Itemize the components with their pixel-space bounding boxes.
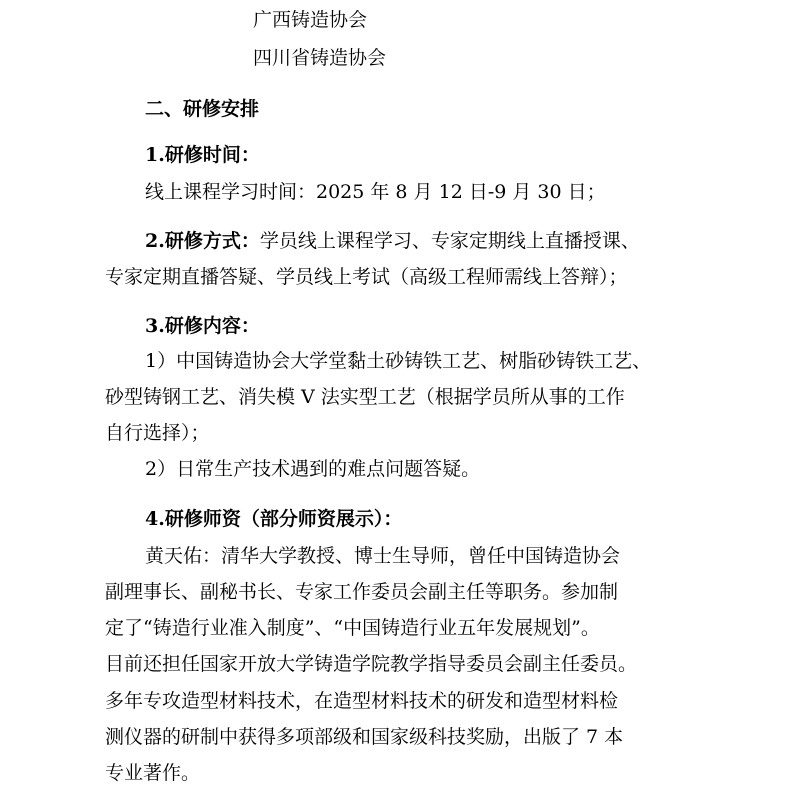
faculty-bio-line: 定了“铸造行业准入制度”、“中国铸造行业五年发展规划”。 <box>105 617 600 639</box>
faculty-bio-line: 目前还担任国家开放大学铸造学院教学指导委员会副主任委员。 <box>105 653 638 675</box>
faculty-bio-line: 副理事长、副秘书长、专家工作委员会副主任等职务。参加制 <box>105 581 619 603</box>
study-method-line-2: 专家定期直播答疑、学员线上考试（高级工程师需线上答辩）； <box>105 266 628 288</box>
faculty-bio-line: 黄天佑：清华大学教授、博士生导师，曾任中国铸造协会 <box>145 545 621 567</box>
faculty-bio-line: 专业著作。 <box>105 762 201 784</box>
study-time-label: 1.研修时间： <box>145 144 260 166</box>
faculty-bio-line: 多年专攻造型材料技术，在造型材料技术的研发和造型材料检 <box>105 690 619 712</box>
study-method-line-1 <box>145 229 640 253</box>
study-method-label: 2.研修方式： <box>145 230 260 252</box>
section-heading-arrangement: 二、研修安排 <box>145 98 260 120</box>
study-content-item1-line-1: 1）中国铸造协会大学堂黏土砂铸铁工艺、树脂砂铸铁工艺、 <box>145 350 652 372</box>
study-content-item1-line-3: 自行选择）； <box>105 422 210 444</box>
organizer-sichuan: 四川省铸造协会 <box>253 47 387 69</box>
organizer-guangxi: 广西铸造协会 <box>253 9 368 31</box>
study-content-item1-line-2: 砂型铸钢工艺、消失模 V 法实型工艺（根据学员所从事的工作 <box>105 386 625 408</box>
faculty-bio-line: 测仪器的研制中获得多项部级和国家级科技奖励，出版了 7 本 <box>105 726 624 748</box>
study-method-text-1: 学员线上课程学习、专家定期线上直播授课、 <box>259 230 640 252</box>
study-content-label: 3.研修内容： <box>145 315 260 337</box>
study-time-text: 线上课程学习时间：2025 年 8 月 12 日-9 月 30 日； <box>145 181 606 203</box>
study-content-item2: 2）日常生产技术遇到的难点问题答疑。 <box>145 458 481 480</box>
faculty-label: 4.研修师资（部分师资展示）： <box>145 508 403 530</box>
